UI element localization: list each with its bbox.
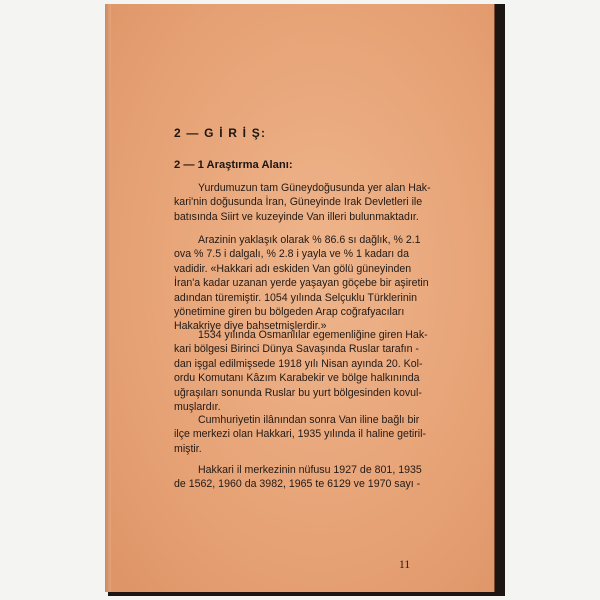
text-line: uğraşıları sonunda Ruslar bu yurt bölgesinden kovul- (174, 386, 422, 399)
text-line: İran'a kadar uzanan yerde yaşayan göçebe bir aşiretin (174, 277, 429, 290)
page-number: 11 (399, 559, 411, 571)
text-line: ilçe merkezi olan Hakkari, 1935 yılında il haline getiril- (174, 428, 427, 441)
text-line: ordu Komutanı Kâzım Karabekir ve bölge halkınında (174, 372, 420, 385)
text-line: adından türemiştir. 1054 yılında Selçuklu Türklerinin (174, 291, 418, 304)
text-line: Hakkari il merkezinin nüfusu 1927 de 801, 1935 (198, 464, 422, 476)
text-line: vadidir. «Hakkari adı eskiden Van gölü güneyinden (174, 262, 412, 275)
text-line: batısında Siirt ve kuzeyinde Van illeri bulunmaktadır. (174, 210, 419, 223)
text-line: yönetimine giren bu bölgeden Arap coğrafyacıları (174, 306, 405, 319)
text-line: Cumhuriyetin ilânından sonra Van iline bağlı bir (198, 414, 420, 426)
paragraph-1 (174, 181, 431, 224)
text-line: de 1562, 1960 da 3982, 1965 te 6129 ve 1970 sayı - (174, 478, 421, 491)
text-line: Hakakriye diye bahsetmişlerdir.» (174, 320, 327, 333)
paragraph-4 (174, 413, 427, 456)
text-line: 1534 yılında Osmanlılar egemenliğine giren Hak- (198, 329, 428, 341)
text-line: ova % 7.5 i dalgalı, % 2.8 i yayla ve % 1 kadarı da (174, 248, 409, 261)
text-line: Arazinin yaklaşık olarak % 86.6 sı dağlık, % 2.1 (198, 234, 421, 246)
section-heading: 2 — 1 Araştırma Alanı: (174, 159, 293, 171)
chapter-heading: 2 — G İ R İ Ş: (174, 126, 267, 140)
text-line: miştir. (174, 442, 202, 455)
text-line: kari bölgesi Birinci Dünya Savaşında Ruslar tarafın - (174, 343, 419, 356)
paragraph-5 (174, 463, 422, 492)
text-line: kari'nin doğusunda İran, Güneyinde Irak Devletleri ile (174, 196, 423, 209)
paragraph-2 (174, 233, 429, 334)
text-line: muşlardır. (174, 401, 221, 414)
text-line: Yurdumuzun tam Güneydoğusunda yer alan Hak- (198, 182, 431, 194)
page-gutter (105, 4, 111, 592)
paragraph-3 (174, 328, 428, 414)
text-line: dan işgal edilmişsede 1918 yılı Nisan ayında 20. Kol- (174, 357, 423, 370)
